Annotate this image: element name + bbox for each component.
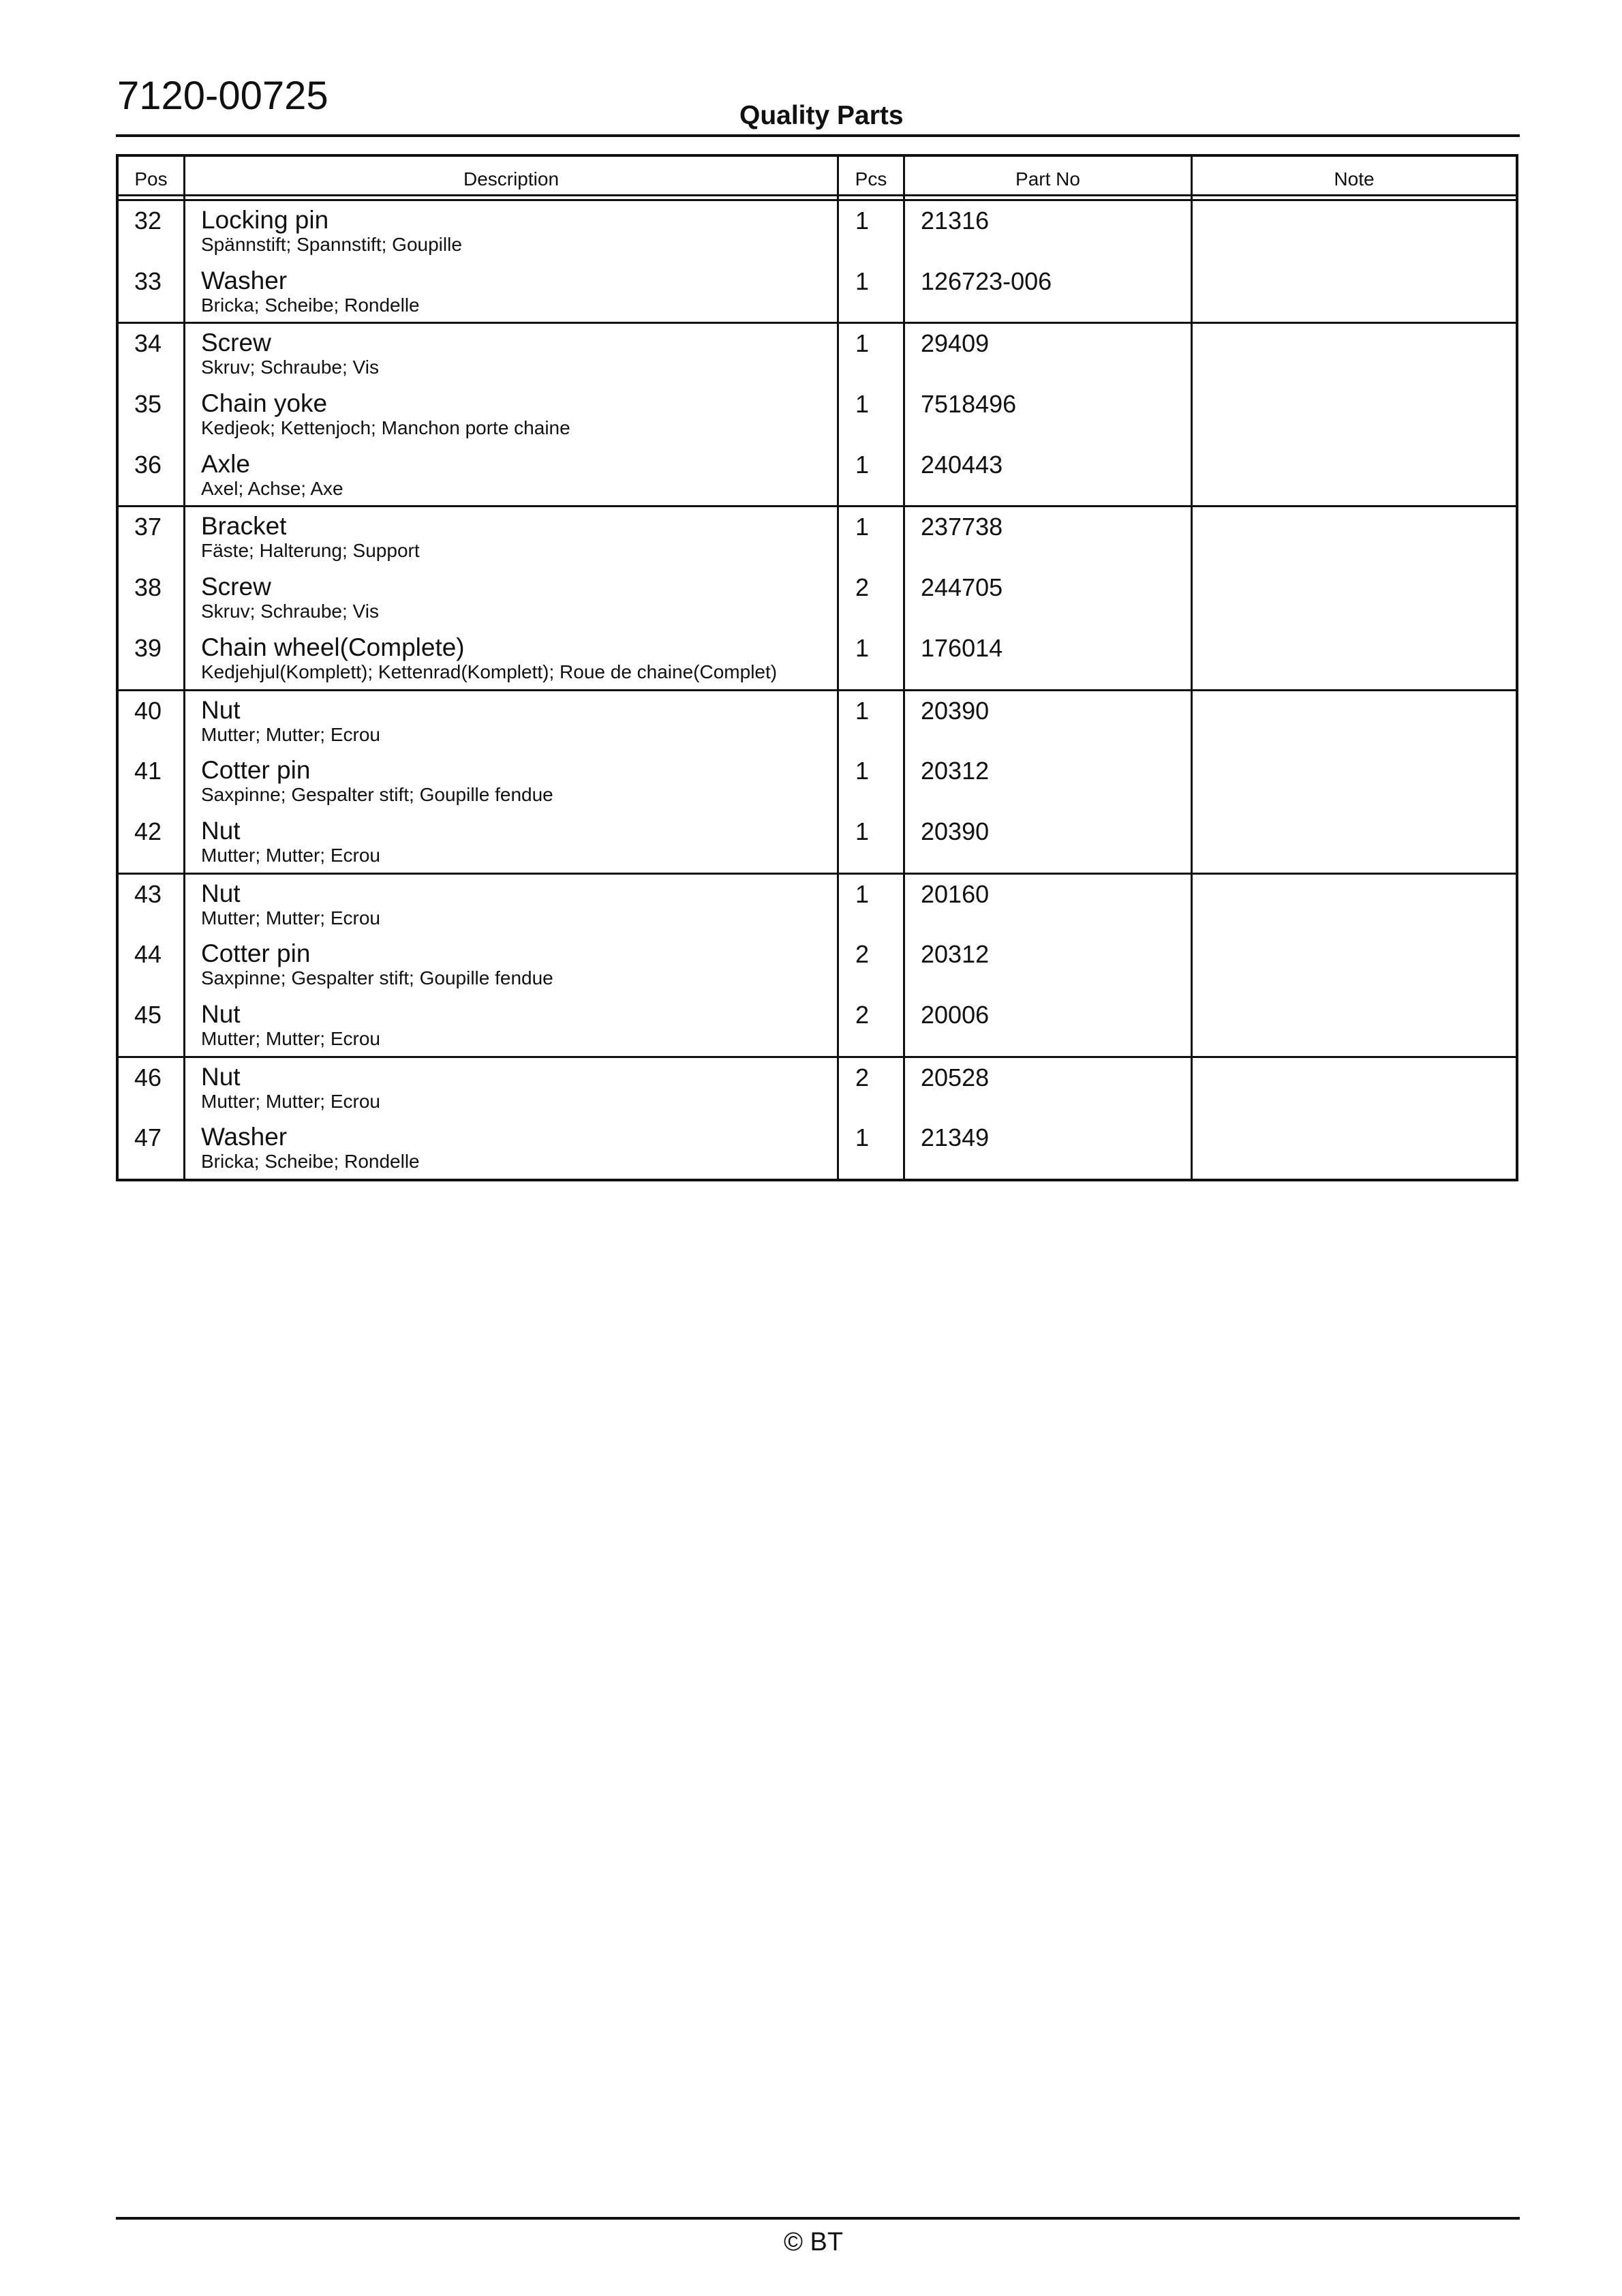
part-translations: Mutter; Mutter; Ecrou — [201, 844, 380, 866]
description-cell — [185, 691, 839, 752]
table-row — [119, 568, 1516, 629]
description-cell — [185, 935, 839, 995]
row-group — [119, 201, 1516, 324]
pos-cell: 37 — [119, 507, 185, 568]
pcs-cell: 2 — [839, 935, 905, 995]
part-name: Nut — [201, 816, 241, 845]
column-header-part-no: Part No — [905, 157, 1193, 194]
pos-cell: 42 — [119, 812, 185, 873]
table-row — [119, 812, 1516, 873]
row-group — [119, 507, 1516, 691]
part-no-cell: 20312 — [905, 935, 1193, 995]
document-number: 7120-00725 — [117, 74, 328, 118]
part-name: Chain wheel(Complete) — [201, 633, 465, 661]
part-translations: Fäste; Halterung; Support — [201, 540, 420, 562]
pcs-cell: 1 — [839, 629, 905, 689]
part-translations: Axel; Achse; Axe — [201, 477, 343, 499]
header-gap — [119, 196, 1516, 201]
part-no-cell: 240443 — [905, 445, 1193, 506]
table-row — [119, 629, 1516, 689]
pos-cell: 39 — [119, 629, 185, 689]
row-group — [119, 875, 1516, 1058]
note-cell — [1193, 568, 1516, 629]
part-name: Locking pin — [201, 206, 329, 234]
pos-cell: 43 — [119, 875, 185, 935]
part-no-cell: 244705 — [905, 568, 1193, 629]
note-cell — [1193, 751, 1516, 812]
table-row — [119, 691, 1516, 752]
table-row — [119, 1058, 1516, 1119]
table-row — [119, 445, 1516, 506]
row-group — [119, 1058, 1516, 1179]
note-cell — [1193, 384, 1516, 445]
pos-cell: 35 — [119, 384, 185, 445]
description-cell — [185, 445, 839, 506]
pcs-cell: 2 — [839, 995, 905, 1056]
table-row — [119, 935, 1516, 995]
part-no-cell: 21316 — [905, 201, 1193, 262]
description-cell — [185, 751, 839, 812]
part-translations: Saxpinne; Gespalter stift; Goupille fendue — [201, 784, 553, 806]
note-cell — [1193, 507, 1516, 568]
table-row — [119, 751, 1516, 812]
part-translations: Mutter; Mutter; Ecrou — [201, 1090, 380, 1112]
part-name: Chain yoke — [201, 389, 328, 418]
part-no-cell: 20006 — [905, 995, 1193, 1056]
column-header-description: Description — [185, 157, 839, 194]
description-cell — [185, 812, 839, 873]
part-translations: Saxpinne; Gespalter stift; Goupille fendue — [201, 967, 553, 989]
part-name: Bracket — [201, 512, 287, 541]
description-cell — [185, 1118, 839, 1179]
pos-cell: 46 — [119, 1058, 185, 1119]
part-name: Screw — [201, 329, 271, 357]
page-title: Quality Parts — [739, 101, 904, 130]
pcs-cell: 1 — [839, 262, 905, 322]
pos-cell: 36 — [119, 445, 185, 506]
description-cell — [185, 1058, 839, 1119]
column-header-note: Note — [1334, 168, 1375, 190]
note-cell — [1193, 1118, 1516, 1179]
description-cell — [185, 262, 839, 322]
note-cell — [1193, 445, 1516, 506]
table-row — [119, 875, 1516, 935]
note-cell — [1193, 629, 1516, 689]
column-header-pos: Pos — [119, 157, 185, 194]
note-cell — [1193, 324, 1516, 384]
pos-cell: 33 — [119, 262, 185, 322]
table-body — [119, 201, 1516, 1179]
pos-cell: 44 — [119, 935, 185, 995]
footer-divider — [116, 2217, 1520, 2220]
copyright: © BT — [784, 2228, 844, 2256]
note-cell — [1193, 1058, 1516, 1119]
part-name: Nut — [201, 879, 241, 907]
description-cell — [185, 629, 839, 689]
description-cell — [185, 201, 839, 262]
table-row — [119, 384, 1516, 445]
part-name: Washer — [201, 1123, 288, 1151]
header-divider — [116, 134, 1520, 137]
pos-cell: 40 — [119, 691, 185, 752]
part-no-cell: 7518496 — [905, 384, 1193, 445]
pcs-cell: 1 — [839, 507, 905, 568]
part-no-cell: 20390 — [905, 812, 1193, 873]
description-cell — [185, 995, 839, 1056]
pos-cell: 45 — [119, 995, 185, 1056]
part-no-cell: 176014 — [905, 629, 1193, 689]
part-name: Cotter pin — [201, 939, 311, 968]
part-name: Screw — [201, 573, 271, 601]
note-cell — [1193, 995, 1516, 1056]
part-name: Axle — [201, 449, 250, 478]
pos-cell: 32 — [119, 201, 185, 262]
pos-cell: 38 — [119, 568, 185, 629]
pcs-cell: 1 — [839, 691, 905, 752]
column-header-pcs: Pcs — [839, 157, 905, 194]
description-cell — [185, 324, 839, 384]
table-row — [119, 1118, 1516, 1179]
note-cell — [1193, 935, 1516, 995]
part-translations: Skruv; Schraube; Vis — [201, 601, 379, 622]
row-group — [119, 324, 1516, 507]
pos-cell: 41 — [119, 751, 185, 812]
row-group — [119, 691, 1516, 875]
pcs-cell: 1 — [839, 384, 905, 445]
part-translations: Kedjehjul(Komplett); Kettenrad(Komplett); Roue de chaine(Complet) — [201, 661, 778, 682]
table-row — [119, 201, 1516, 262]
pos-cell: 47 — [119, 1118, 185, 1179]
part-translations: Bricka; Scheibe; Rondelle — [201, 294, 420, 316]
note-cell — [1193, 812, 1516, 873]
pcs-cell: 1 — [839, 875, 905, 935]
pcs-cell: 1 — [839, 324, 905, 384]
description-cell — [185, 875, 839, 935]
pcs-cell: 1 — [839, 812, 905, 873]
part-name: Nut — [201, 1062, 241, 1091]
note-cell — [1193, 875, 1516, 935]
part-translations: Mutter; Mutter; Ecrou — [201, 907, 380, 928]
pcs-cell: 1 — [839, 445, 905, 506]
description-cell — [185, 507, 839, 568]
part-translations: Spännstift; Spannstift; Goupille — [201, 234, 462, 255]
part-no-cell: 20528 — [905, 1058, 1193, 1119]
part-no-cell: 20390 — [905, 691, 1193, 752]
part-translations: Mutter; Mutter; Ecrou — [201, 1027, 380, 1049]
part-name: Nut — [201, 999, 241, 1028]
description-cell — [185, 384, 839, 445]
part-no-cell: 126723-006 — [905, 262, 1193, 322]
part-translations: Kedjeok; Kettenjoch; Manchon porte chaine — [201, 417, 570, 439]
part-name: Washer — [201, 266, 288, 294]
part-name: Nut — [201, 695, 241, 724]
part-translations: Mutter; Mutter; Ecrou — [201, 723, 380, 745]
note-cell — [1193, 201, 1516, 262]
table-row — [119, 324, 1516, 384]
table-header — [119, 157, 1516, 196]
table-row — [119, 995, 1516, 1056]
part-no-cell: 237738 — [905, 507, 1193, 568]
part-no-cell: 21349 — [905, 1118, 1193, 1179]
part-no-cell: 20312 — [905, 751, 1193, 812]
part-no-cell: 20160 — [905, 875, 1193, 935]
part-no-cell: 29409 — [905, 324, 1193, 384]
description-cell — [185, 568, 839, 629]
pcs-cell: 1 — [839, 201, 905, 262]
note-cell — [1193, 691, 1516, 752]
part-translations: Bricka; Scheibe; Rondelle — [201, 1151, 420, 1173]
note-cell — [1193, 262, 1516, 322]
part-name: Cotter pin — [201, 756, 311, 785]
parts-table — [116, 154, 1518, 1181]
pcs-cell: 1 — [839, 751, 905, 812]
pcs-cell: 2 — [839, 568, 905, 629]
pos-cell: 34 — [119, 324, 185, 384]
pcs-cell: 1 — [839, 1118, 905, 1179]
table-row — [119, 262, 1516, 322]
table-row — [119, 507, 1516, 568]
part-translations: Skruv; Schraube; Vis — [201, 357, 379, 378]
pcs-cell: 2 — [839, 1058, 905, 1119]
